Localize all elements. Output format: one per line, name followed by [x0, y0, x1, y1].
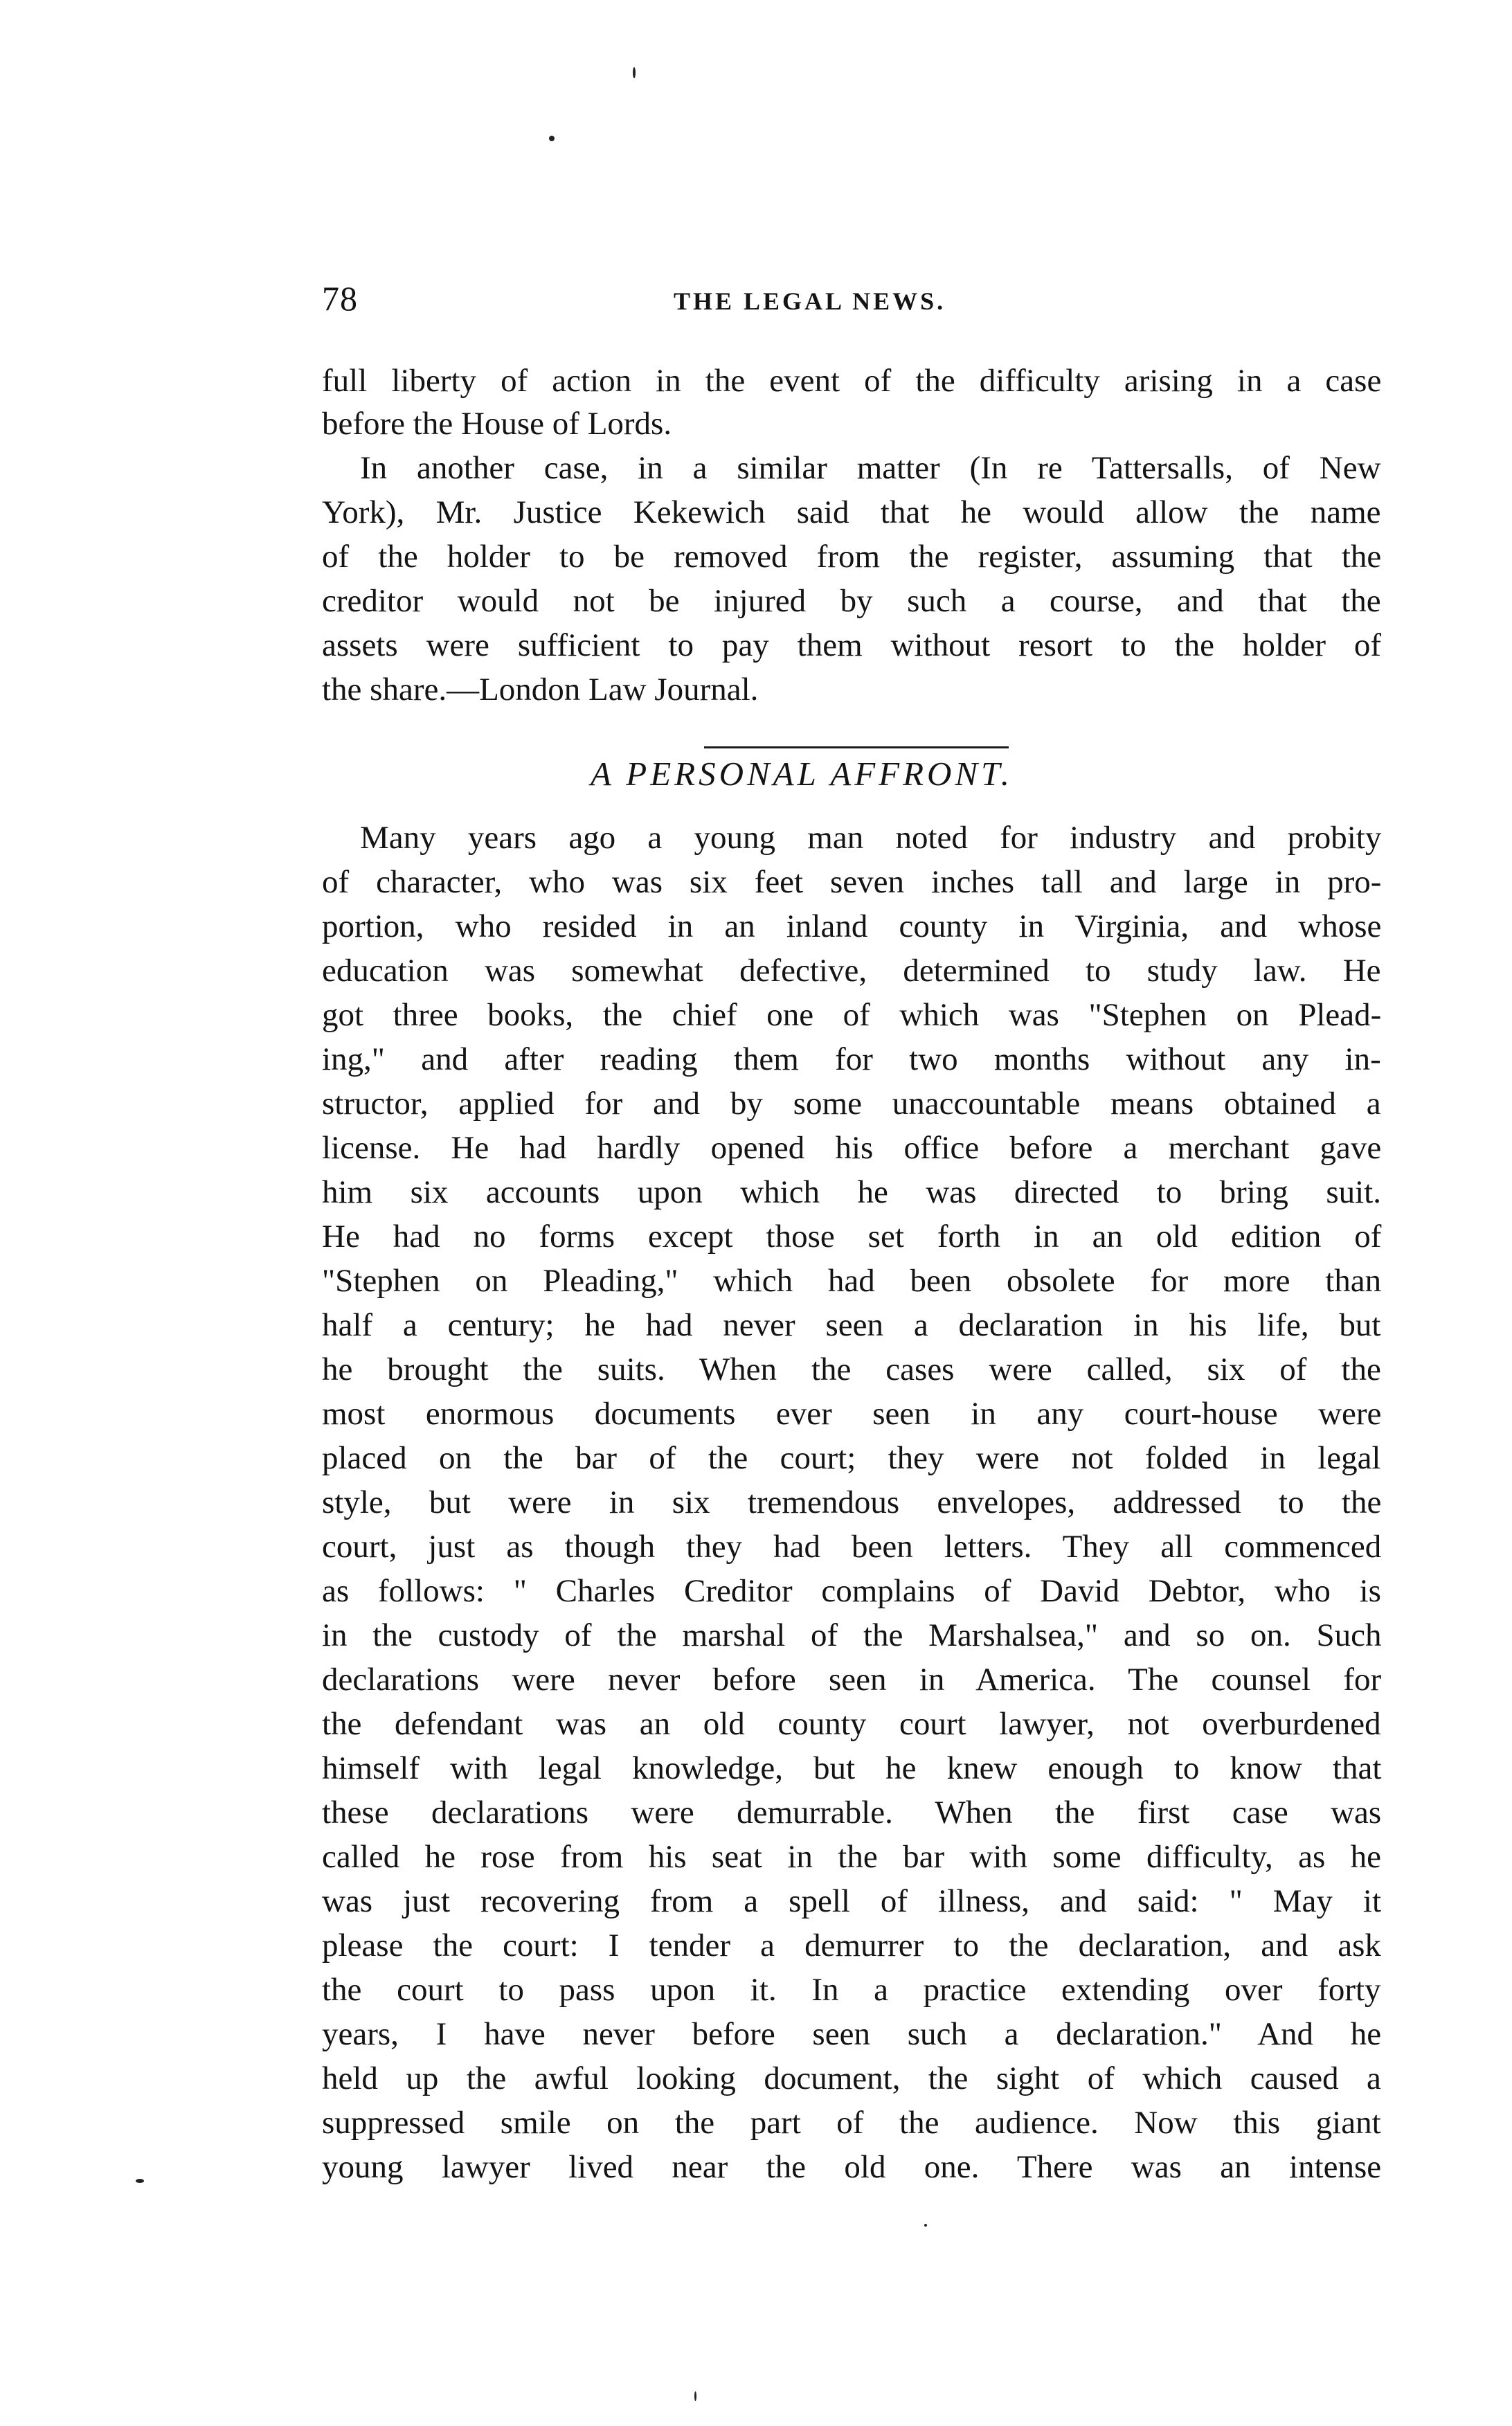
- text-line: most enormous documents ever seen in any court-house were: [322, 1396, 1382, 1432]
- text-line: placed on the bar of the court; they were not folded in legal: [322, 1440, 1381, 1476]
- text-line: "Stephen on Pleading," which had been obsolete for more than: [322, 1263, 1382, 1299]
- text-line: himself with legal knowledge, but he knew enough to know that: [322, 1750, 1382, 1786]
- running-head: [322, 278, 1381, 327]
- text-line: him six accounts upon which he was directed to bring suit.: [322, 1174, 1381, 1210]
- text-line: assets were sufficient to pay them without resort to the holder of: [322, 627, 1382, 663]
- text-line: before the House of Lords.: [322, 406, 672, 442]
- article-title: A PERSONAL AFFRONT.: [591, 755, 1013, 793]
- running-title: THE LEGAL NEWS.: [674, 287, 946, 315]
- text-line: held up the awful looking document, the sight of which caused a: [322, 2060, 1381, 2096]
- text-line: in the custody of the marshal of the Marshalsea," and so on. Such: [322, 1617, 1382, 1653]
- text-line: education was somewhat defective, determined to study law. He: [322, 953, 1381, 989]
- scan-speck: [549, 136, 555, 141]
- prior-article-text: [322, 360, 1381, 720]
- scan-speck: [136, 2179, 144, 2183]
- text-line: He had no forms except those set forth in an old edition of: [322, 1219, 1382, 1255]
- text-line: structor, applied for and by some unaccountable means obtained a: [322, 1086, 1381, 1122]
- text-line: these declarations were demurrable. When the first case was: [322, 1795, 1382, 1831]
- text-line: of character, who was six feet seven inches tall and large in pro-: [322, 864, 1382, 900]
- text-line: the defendant was an old county court lawyer, not overburdened: [322, 1706, 1381, 1742]
- text-line: In another case, in a similar matter (In re Tattersalls, of New: [360, 450, 1381, 486]
- text-line: creditor would not be injured by such a course, and that the: [322, 583, 1381, 619]
- text-line: suppressed smile on the part of the audience. Now this giant: [322, 2105, 1381, 2141]
- scan-speck: [694, 2391, 696, 2401]
- text-line: Many years ago a young man noted for industry and probity: [360, 820, 1382, 856]
- text-line: of the holder to be removed from the register, assuming that the: [322, 539, 1382, 575]
- text-line: was just recovering from a spell of illness, and said: " May it: [322, 1883, 1382, 1919]
- article-body: [322, 817, 1381, 2202]
- section-divider: [704, 746, 1009, 748]
- text-line: as follows: " Charles Creditor complains of David Debtor, who is: [322, 1573, 1381, 1609]
- text-line: he brought the suits. When the cases were called, six of the: [322, 1351, 1381, 1387]
- page-number: 78: [322, 279, 358, 318]
- text-line: license. He had hardly opened his office before a merchant gave: [322, 1130, 1382, 1166]
- text-line: court, just as though they had been letters. They all commenced: [322, 1529, 1382, 1565]
- text-line: got three books, the chief one of which was "Stephen on Plead-: [322, 997, 1382, 1033]
- text-line: full liberty of action in the event of the difficulty arising in a case: [322, 363, 1382, 399]
- text-line: years, I have never before seen such a declaration." And he: [322, 2016, 1382, 2052]
- text-line: the court to pass upon it. In a practice extending over forty: [322, 1972, 1381, 2008]
- text-line: called he rose from his seat in the bar with some difficulty, as he: [322, 1839, 1381, 1875]
- text-line: portion, who resided in an inland county in Virginia, and whose: [322, 908, 1382, 944]
- text-line: style, but were in six tremendous envelopes, addressed to the: [322, 1484, 1382, 1520]
- text-line: York), Mr. Justice Kekewich said that he would allow the name: [322, 494, 1381, 530]
- text-line: half a century; he had never seen a declaration in his life, but: [322, 1307, 1381, 1343]
- text-line: please the court: I tender a demurrer to the declaration, and ask: [322, 1928, 1381, 1964]
- scan-speck: [633, 67, 636, 78]
- text-line: ing," and after reading them for two months without any in-: [322, 1041, 1381, 1077]
- scan-speck: [924, 2224, 927, 2227]
- text-line: young lawyer lived near the old one. There was an intense: [322, 2149, 1382, 2185]
- text-line: declarations were never before seen in America. The counsel for: [322, 1662, 1382, 1698]
- text-line: the share.—London Law Journal.: [322, 672, 759, 708]
